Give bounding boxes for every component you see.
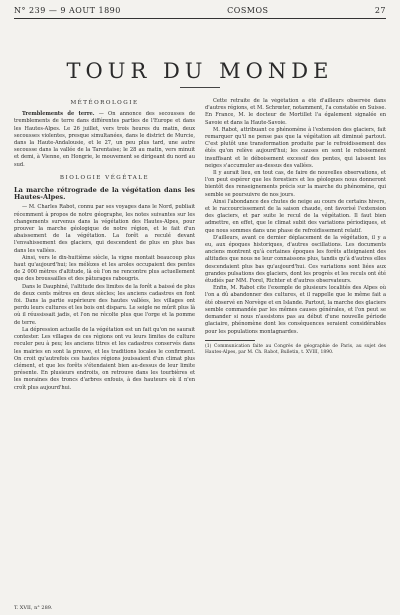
page-title: TOUR DU MONDE xyxy=(66,59,334,83)
article-columns xyxy=(14,98,386,392)
footnote-rule xyxy=(205,340,255,341)
body-paragraph: Cette retraite de la végétation a été d'ailleurs observée dans d'autres régions, et M. Schrœter, notamment, l'a constatée en Suisse. En France, M. le docteur de Mortillet l'a également signalée en Savoie et dans la Haute-Savoie. xyxy=(205,98,386,126)
article-subhead: La marche rétrograde de la végétation dans les Hautes-Alpes. xyxy=(14,186,195,202)
section-head-meteorology: MÉTÉOROLOGIE xyxy=(70,100,139,106)
body-paragraph: Il y aurait lieu, en tout cas, de faire de nouvelles observations, et l'on peut espérer que les forestiers et les géologues nous donneront bientôt des renseignements précis sur la marche du phénomène, qui semble se poursuivre de nos jours. xyxy=(205,170,386,198)
section-head-biology: BIOLOGIE VÉGÉTALE xyxy=(59,174,150,181)
body-paragraph: La dépression actuelle de la végétation est un fait qu'on ne saurait contester. Les villages de ces régions ont vu leurs limites de culture reculer peu à peu; les anciens titres et les cadastres conservés dans les mairies en sont la preuve, et les traditions locales le confirment. On croit qu'autrefois ces hautes régions jouissaient d'un climat plus clément, et que les forêts s'étendaient bien au-dessus de leur limite présente. En plusieurs endroits, on retrouve dans les tourbières et les moraines des troncs d'arbres enfouis, à des hauteurs où il n'en croît plus aujourd'hui. xyxy=(14,326,195,391)
body-paragraph: Ainsi l'abondance des chutes de neige au cours de certains hivers, et le raccourcissement de la saison chaude, ont favorisé l'extension des glaciers, et par suite le recul de la végétation. Il faut bien admettre, en effet, que le climat subit des variations périodiques, et que nous sommes dans une phase de refroidissement relatif. xyxy=(205,198,386,234)
journal-name: COSMOS xyxy=(227,6,269,15)
body-paragraph: Dans le Dauphiné, l'altitude des limites de la forêt a baissé de plus de deux cents mètres en deux siècles; les anciens cadastres en font foi. Dans la partie supérieure des hautes vallées, les villages ont perdu leurs cultures et les bois ont disparu. Le seigle ne mûrit plus là où il réussissait jadis, et l'on ne récolte plus que l'orge et la pomme de terre. xyxy=(14,283,195,326)
page-header xyxy=(14,6,386,15)
body-paragraph: — M. Charles Rabot, connu par ses voyages dans le Nord, publiait récemment à propos de notre géographe, les notes suivantes sur les changements survenus dans la végétation des Hautes-Alpes, pour prouver la marche géologique de notre région, et le fait d'un abaissement de la végétation. La forêt a reculé devant l'envahissement des glaciers, qui descendent de plus en plus bas dans les vallées. xyxy=(14,204,195,254)
issue-date: N° 239 — 9 AOUT 1890 xyxy=(14,6,121,15)
body-paragraph: Enfin, M. Rabot cite l'exemple de plusieurs localités des Alpes où l'on a dû abandonner des cultures, et il rappelle que le même fait a été observé en Norvège et en Islande. Partout, la marche des glaciers semble commandée par les mêmes causes générales, et l'on peut se demander si nous n'assistons pas au début d'une nouvelle période glaciaire, phénomène dont les conséquences seraient considérables pour les populations montagnardes. xyxy=(205,285,386,335)
body-paragraph: Ainsi, vers le dix-huitième siècle, la vigne montait beaucoup plus haut qu'aujourd'hui; les mélèzes et les aroles occupaient des pentes de 2 000 mètres d'altitude, là où l'on ne rencontre plus actuellement que des broussailles et des pâturages rabougris. xyxy=(14,254,195,283)
page-number: 27 xyxy=(374,6,386,15)
earthquake-head: Tremblements de terre. xyxy=(22,111,95,118)
earthquake-paragraph xyxy=(14,111,195,169)
left-column xyxy=(14,98,195,392)
footnote: (1) Communication faite au Congrès de géographie de Paris, au sujet des Hautes-Alpes, par M. Ch. Rabot, Bulletin, t. XVIII, 1890. xyxy=(205,343,386,355)
body-paragraph: D'ailleurs, avant ce dernier déplacement de la végétation, il y a eu, aux époques historiques, d'autres oscillations. Les documents anciens montrent qu'à certaines époques les forêts atteignaient des altitudes que nous ne leur connaissons plus, tandis qu'à d'autres elles descendaient plus bas qu'aujourd'hui. Ces variations sont liées aux grandes pulsations des glaciers, dont les progrès et les reculs ont été étudiés par MM. Forel, Richter et d'autres observateurs. xyxy=(205,234,386,285)
right-column xyxy=(205,98,386,392)
body-paragraph: M. Rabot, attribuant ce phénomène à l'extension des glaciers, fait remarquer qu'il ne pense pas que la végétation ait diminué partout. C'est plutôt une transformation produite par le refroidissement des étés qu'on relève aujourd'hui; les causes en sont le reboisement insuffisant et le déboisement excessif des pentes, qui laissent les neiges s'accumuler au-dessus des vallées. xyxy=(205,126,386,169)
earthquake-body: — On annonce des secousses de tremblements de terre dans différentes parties de l'Europe et dans les Hautes-Alpes. Le 26 juillet, vers trois heures du matin, deux secousses violentes, presque simultanées, dans le district de Murcie, dans la Haute-Andalousie, et le 27, un peu plus tard, une autre secousse dans la vallée de la Tarentaise; le 28 au matin, vers minuit et demi, à Vienne, en Hongrie, le mouvement se dirigeant du nord au sud. xyxy=(14,111,195,168)
title-rule xyxy=(180,87,220,88)
header-rule xyxy=(14,18,386,19)
volume-mark: T. XVII, n° 289. xyxy=(14,605,53,611)
